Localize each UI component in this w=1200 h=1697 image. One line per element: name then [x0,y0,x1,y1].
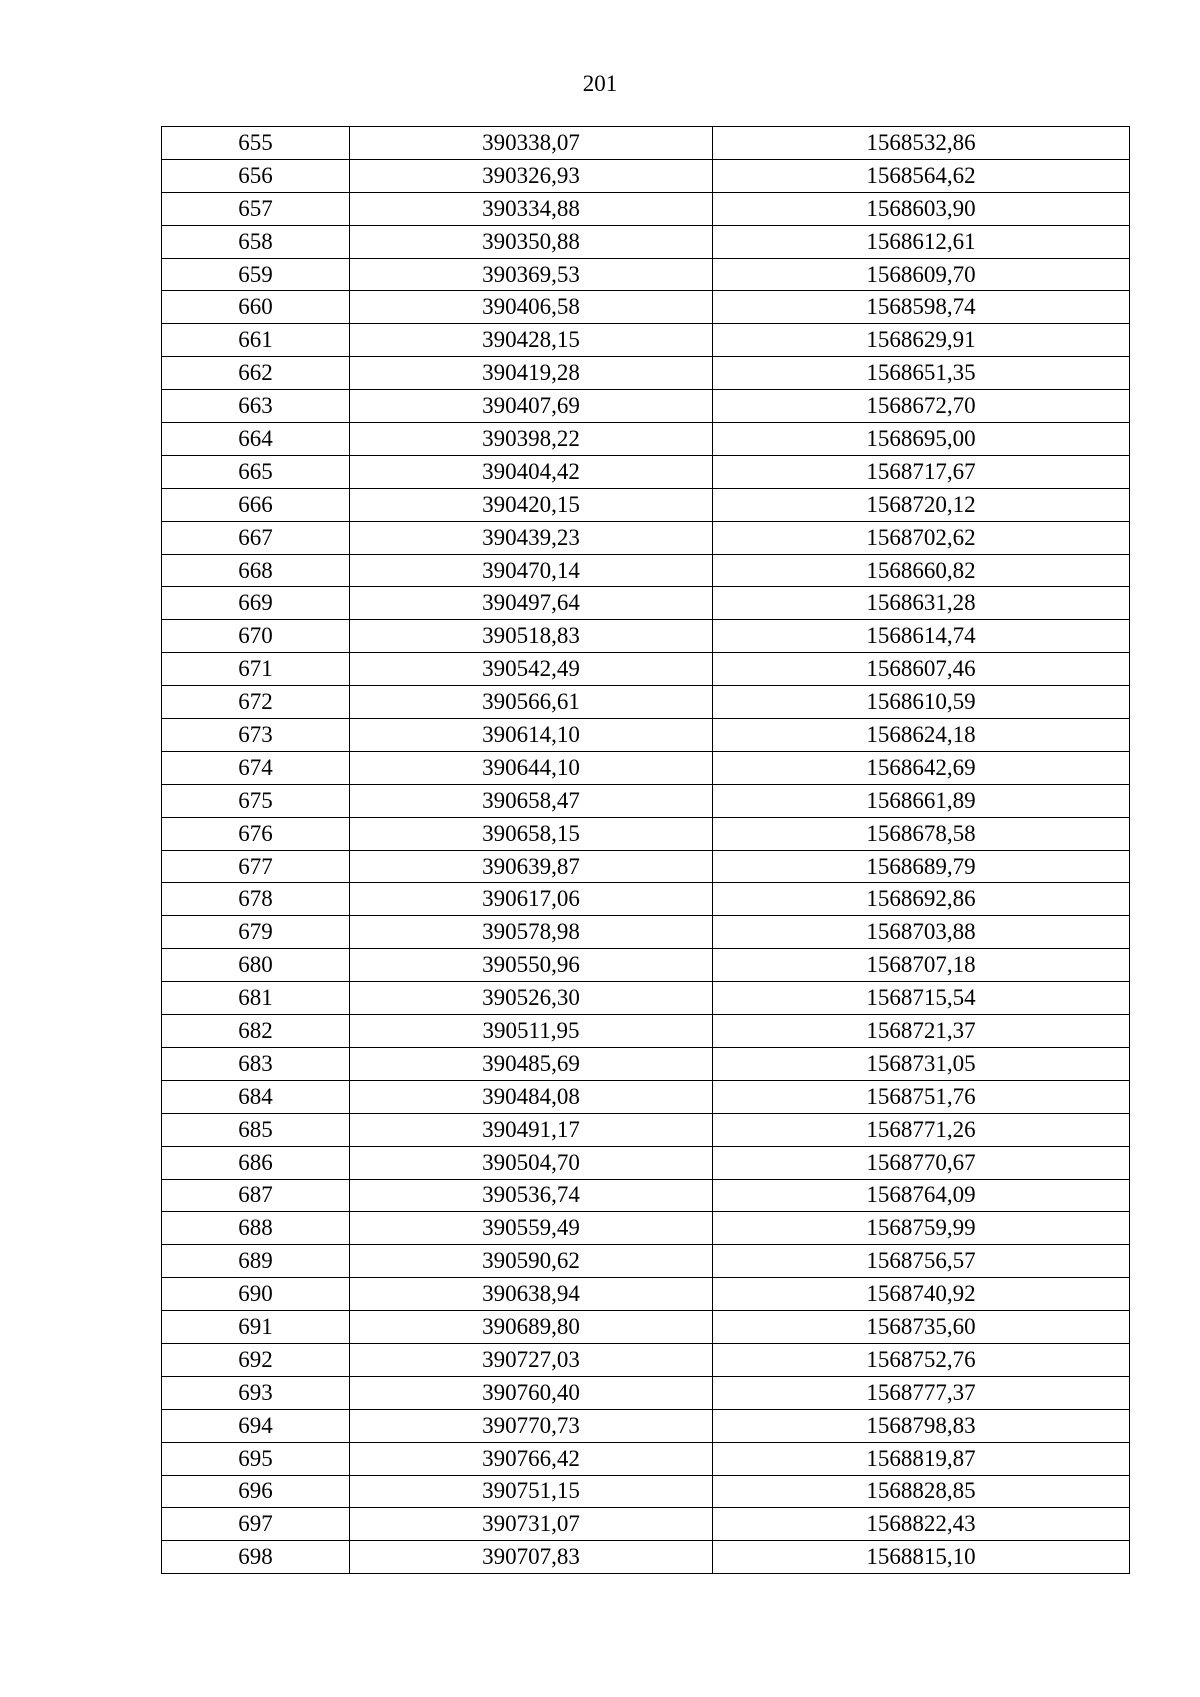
y-coordinate-cell: 1568598,74 [713,291,1130,324]
coordinates-table-body [162,127,1130,1574]
table-row [162,1080,1130,1113]
point-number-cell: 687 [162,1179,350,1212]
point-number-cell: 659 [162,258,350,291]
y-coordinate-cell: 1568642,69 [713,751,1130,784]
y-coordinate-cell: 1568651,35 [713,357,1130,390]
x-coordinate-cell: 390326,93 [350,159,713,192]
y-coordinate-cell: 1568735,60 [713,1311,1130,1344]
y-coordinate-cell: 1568764,09 [713,1179,1130,1212]
point-number-cell: 677 [162,850,350,883]
point-number-cell: 666 [162,488,350,521]
y-coordinate-cell: 1568624,18 [713,719,1130,752]
point-number-cell: 657 [162,192,350,225]
x-coordinate-cell: 390614,10 [350,719,713,752]
y-coordinate-cell: 1568721,37 [713,1015,1130,1048]
x-coordinate-cell: 390658,47 [350,784,713,817]
x-coordinate-cell: 390766,42 [350,1442,713,1475]
point-number-cell: 680 [162,949,350,982]
y-coordinate-cell: 1568532,86 [713,127,1130,160]
y-coordinate-cell: 1568815,10 [713,1541,1130,1574]
table-row [162,455,1130,488]
x-coordinate-cell: 390727,03 [350,1343,713,1376]
table-row [162,554,1130,587]
table-row [162,587,1130,620]
point-number-cell: 683 [162,1047,350,1080]
y-coordinate-cell: 1568678,58 [713,817,1130,850]
y-coordinate-cell: 1568828,85 [713,1475,1130,1508]
point-number-cell: 686 [162,1146,350,1179]
point-number-cell: 660 [162,291,350,324]
point-number-cell: 670 [162,620,350,653]
table-row [162,751,1130,784]
point-number-cell: 663 [162,390,350,423]
point-number-cell: 679 [162,916,350,949]
y-coordinate-cell: 1568695,00 [713,423,1130,456]
x-coordinate-cell: 390491,17 [350,1113,713,1146]
table-row [162,1508,1130,1541]
table-row [162,1343,1130,1376]
x-coordinate-cell: 390590,62 [350,1245,713,1278]
point-number-cell: 682 [162,1015,350,1048]
x-coordinate-cell: 390420,15 [350,488,713,521]
point-number-cell: 672 [162,686,350,719]
x-coordinate-cell: 390760,40 [350,1376,713,1409]
x-coordinate-cell: 390504,70 [350,1146,713,1179]
table-row [162,850,1130,883]
point-number-cell: 667 [162,521,350,554]
y-coordinate-cell: 1568731,05 [713,1047,1130,1080]
table-row [162,1015,1130,1048]
y-coordinate-cell: 1568612,61 [713,225,1130,258]
table-row [162,916,1130,949]
x-coordinate-cell: 390639,87 [350,850,713,883]
point-number-cell: 665 [162,455,350,488]
x-coordinate-cell: 390542,49 [350,653,713,686]
point-number-cell: 661 [162,324,350,357]
point-number-cell: 671 [162,653,350,686]
point-number-cell: 690 [162,1278,350,1311]
point-number-cell: 684 [162,1080,350,1113]
table-row [162,1146,1130,1179]
table-row [162,1409,1130,1442]
table-row [162,620,1130,653]
table-row [162,357,1130,390]
point-number-cell: 689 [162,1245,350,1278]
point-number-cell: 695 [162,1442,350,1475]
x-coordinate-cell: 390484,08 [350,1080,713,1113]
x-coordinate-cell: 390428,15 [350,324,713,357]
table-row [162,423,1130,456]
y-coordinate-cell: 1568756,57 [713,1245,1130,1278]
x-coordinate-cell: 390338,07 [350,127,713,160]
y-coordinate-cell: 1568629,91 [713,324,1130,357]
point-number-cell: 669 [162,587,350,620]
point-number-cell: 688 [162,1212,350,1245]
x-coordinate-cell: 390578,98 [350,916,713,949]
table-row [162,1179,1130,1212]
x-coordinate-cell: 390638,94 [350,1278,713,1311]
point-number-cell: 668 [162,554,350,587]
point-number-cell: 697 [162,1508,350,1541]
table-row [162,784,1130,817]
x-coordinate-cell: 390398,22 [350,423,713,456]
y-coordinate-cell: 1568798,83 [713,1409,1130,1442]
point-number-cell: 656 [162,159,350,192]
x-coordinate-cell: 390536,74 [350,1179,713,1212]
point-number-cell: 658 [162,225,350,258]
point-number-cell: 676 [162,817,350,850]
y-coordinate-cell: 1568752,76 [713,1343,1130,1376]
point-number-cell: 655 [162,127,350,160]
y-coordinate-cell: 1568759,99 [713,1212,1130,1245]
point-number-cell: 685 [162,1113,350,1146]
y-coordinate-cell: 1568631,28 [713,587,1130,620]
y-coordinate-cell: 1568610,59 [713,686,1130,719]
point-number-cell: 664 [162,423,350,456]
y-coordinate-cell: 1568661,89 [713,784,1130,817]
x-coordinate-cell: 390350,88 [350,225,713,258]
y-coordinate-cell: 1568777,37 [713,1376,1130,1409]
point-number-cell: 698 [162,1541,350,1574]
y-coordinate-cell: 1568689,79 [713,850,1130,883]
point-number-cell: 691 [162,1311,350,1344]
y-coordinate-cell: 1568603,90 [713,192,1130,225]
table-row [162,1047,1130,1080]
table-row [162,291,1130,324]
table-row [162,127,1130,160]
table-row [162,159,1130,192]
table-row [162,1475,1130,1508]
x-coordinate-cell: 390644,10 [350,751,713,784]
x-coordinate-cell: 390485,69 [350,1047,713,1080]
y-coordinate-cell: 1568607,46 [713,653,1130,686]
table-row [162,1311,1130,1344]
table-row [162,192,1130,225]
x-coordinate-cell: 390526,30 [350,982,713,1015]
table-row [162,1212,1130,1245]
x-coordinate-cell: 390707,83 [350,1541,713,1574]
table-row [162,1245,1130,1278]
x-coordinate-cell: 390439,23 [350,521,713,554]
y-coordinate-cell: 1568564,62 [713,159,1130,192]
x-coordinate-cell: 390731,07 [350,1508,713,1541]
y-coordinate-cell: 1568771,26 [713,1113,1130,1146]
table-row [162,686,1130,719]
page-number: 201 [582,71,618,96]
coordinates-table [161,126,1130,1574]
x-coordinate-cell: 390751,15 [350,1475,713,1508]
y-coordinate-cell: 1568715,54 [713,982,1130,1015]
point-number-cell: 693 [162,1376,350,1409]
x-coordinate-cell: 390658,15 [350,817,713,850]
x-coordinate-cell: 390404,42 [350,455,713,488]
table-row [162,982,1130,1015]
x-coordinate-cell: 390566,61 [350,686,713,719]
y-coordinate-cell: 1568720,12 [713,488,1130,521]
x-coordinate-cell: 390334,88 [350,192,713,225]
y-coordinate-cell: 1568822,43 [713,1508,1130,1541]
table-row [162,949,1130,982]
table-row [162,817,1130,850]
x-coordinate-cell: 390407,69 [350,390,713,423]
x-coordinate-cell: 390689,80 [350,1311,713,1344]
table-row [162,1442,1130,1475]
y-coordinate-cell: 1568672,70 [713,390,1130,423]
point-number-cell: 696 [162,1475,350,1508]
x-coordinate-cell: 390518,83 [350,620,713,653]
x-coordinate-cell: 390470,14 [350,554,713,587]
table-row [162,1541,1130,1574]
table-row [162,324,1130,357]
table-row [162,488,1130,521]
x-coordinate-cell: 390770,73 [350,1409,713,1442]
table-row [162,1113,1130,1146]
point-number-cell: 678 [162,883,350,916]
point-number-cell: 692 [162,1343,350,1376]
table-row [162,1278,1130,1311]
y-coordinate-cell: 1568819,87 [713,1442,1130,1475]
point-number-cell: 673 [162,719,350,752]
y-coordinate-cell: 1568751,76 [713,1080,1130,1113]
x-coordinate-cell: 390497,64 [350,587,713,620]
y-coordinate-cell: 1568609,70 [713,258,1130,291]
table-row [162,521,1130,554]
y-coordinate-cell: 1568740,92 [713,1278,1130,1311]
table-row [162,258,1130,291]
x-coordinate-cell: 390617,06 [350,883,713,916]
y-coordinate-cell: 1568614,74 [713,620,1130,653]
point-number-cell: 674 [162,751,350,784]
x-coordinate-cell: 390550,96 [350,949,713,982]
y-coordinate-cell: 1568702,62 [713,521,1130,554]
point-number-cell: 675 [162,784,350,817]
table-row [162,653,1130,686]
table-row [162,883,1130,916]
y-coordinate-cell: 1568717,67 [713,455,1130,488]
point-number-cell: 681 [162,982,350,1015]
table-row [162,719,1130,752]
y-coordinate-cell: 1568660,82 [713,554,1130,587]
y-coordinate-cell: 1568707,18 [713,949,1130,982]
table-row [162,1376,1130,1409]
point-number-cell: 694 [162,1409,350,1442]
x-coordinate-cell: 390406,58 [350,291,713,324]
y-coordinate-cell: 1568770,67 [713,1146,1130,1179]
table-row [162,390,1130,423]
y-coordinate-cell: 1568692,86 [713,883,1130,916]
x-coordinate-cell: 390559,49 [350,1212,713,1245]
x-coordinate-cell: 390419,28 [350,357,713,390]
table-row [162,225,1130,258]
x-coordinate-cell: 390511,95 [350,1015,713,1048]
x-coordinate-cell: 390369,53 [350,258,713,291]
y-coordinate-cell: 1568703,88 [713,916,1130,949]
point-number-cell: 662 [162,357,350,390]
